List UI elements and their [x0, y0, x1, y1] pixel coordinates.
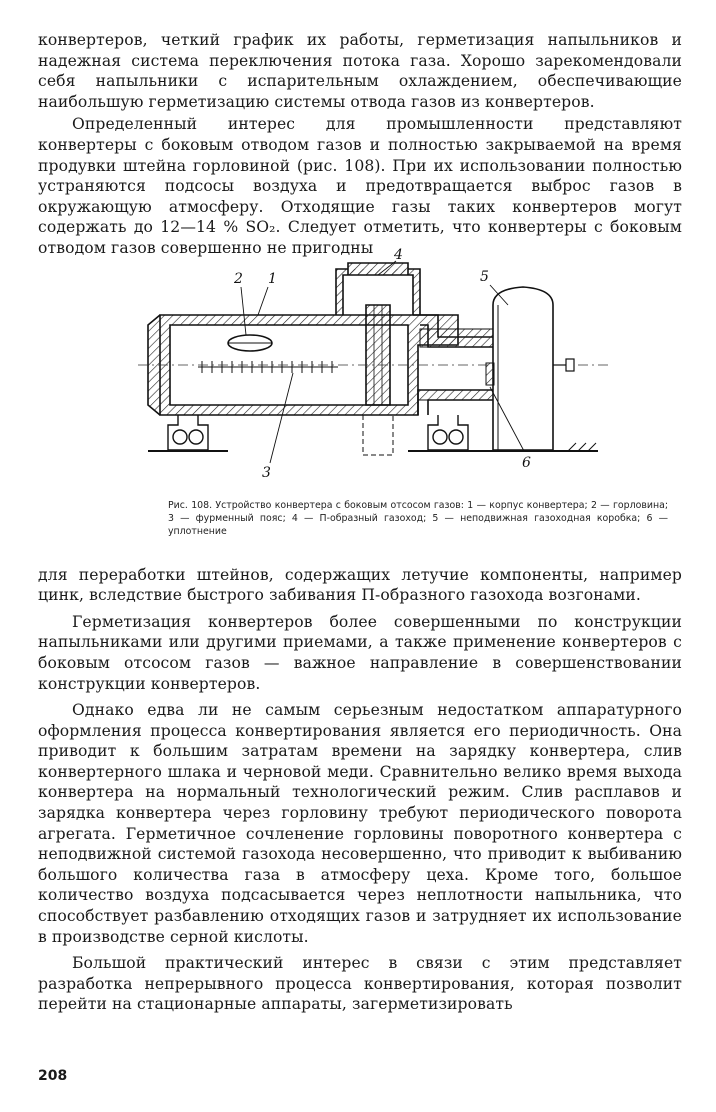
label-5: 5 [480, 268, 489, 285]
page-number: 208 [38, 1068, 68, 1084]
label-2: 2 [234, 270, 243, 287]
page-text [38, 30, 682, 1015]
label-6: 6 [522, 454, 531, 471]
paragraph-5: Однако едва ли не самым серьезным недостатком аппаратурного оформления процесса конвертирования является его периодичность. Она приводит к большим затратам времени на зарядку конвертера, слив конвертерного шлака и черновой меди. Сравнительно велико время выхода конвертера на нормальный технологический режим. Слив расплавов и зарядка конвертера через горловину требуют периодического поворота агрегата. Герметичное сочленение горловины поворотного конвертера с неподвижной системой газохода несовершенно, что приводит к выбиванию большого количества газа в атмосферу цеха. Кроме того, большое количество воздуха подсасывается через неплотности напыльника, что способствует разбавлению отходящих газов и затрудняет их использование в производстве серной кислоты. [38, 701, 682, 946]
paragraph-1: конвертеров, четкий график их работы, герметизация напыльников и надежная система переключения потока газа. Хорошо зарекомендовали себя напыльники с испарительным охлаждением, обеспечивающие наибольшую герметизацию системы отвода газов из конвертеров. [38, 31, 682, 111]
label-3: 3 [262, 464, 271, 481]
paragraph-2: Определенный интерес для промышленности представляют конвертеры с боковым отводом газов и полностью закрываемой на время продувки штейна горловиной (рис. 108). При их использовании полностью устраняются подсосы воздуха и предотвращается выброс газов в окружающую атмосферу. Отходящие газы таких конвертеров могут содержать до 12—14 % SO₂. Следует отметить, что конвертеры с боковым отводом газов совершенно не пригодны [38, 115, 682, 257]
paragraph-3: для переработки штейнов, содержащих летучие компоненты, например цинк, вследствие быстрого забивания П-образного газохода возгонами. [38, 565, 682, 605]
converter-body [148, 263, 493, 415]
gas-box [493, 287, 574, 450]
figure-108 [38, 246, 682, 571]
paragraph-4: Герметизация конвертеров более совершенными по конструкции напыльниками или другими приемами, а также применение конвертеров с боковым отсосом газов — важное направление в совершенствовании конструкции конвертеров. [38, 612, 682, 693]
paragraph-6: Большой практический интерес в связи с этим представляет разработка непрерывного процесса конвертирования, которая позволит перейти на стационарные аппараты, загерметизировать [38, 954, 682, 1014]
figure-caption: Рис. 108. Устройство конвертера с боковым отсосом газов: 1 — корпус конвертера; 2 — горловина; 3 — фурменный пояс; 4 — П-образный газоход; 5 — неподвижная газоходная коробка; 6 — уплотнение [168, 499, 668, 537]
label-1: 1 [268, 270, 277, 287]
converter-diagram [138, 246, 648, 495]
label-4: 4 [394, 246, 403, 263]
seal [486, 363, 494, 385]
